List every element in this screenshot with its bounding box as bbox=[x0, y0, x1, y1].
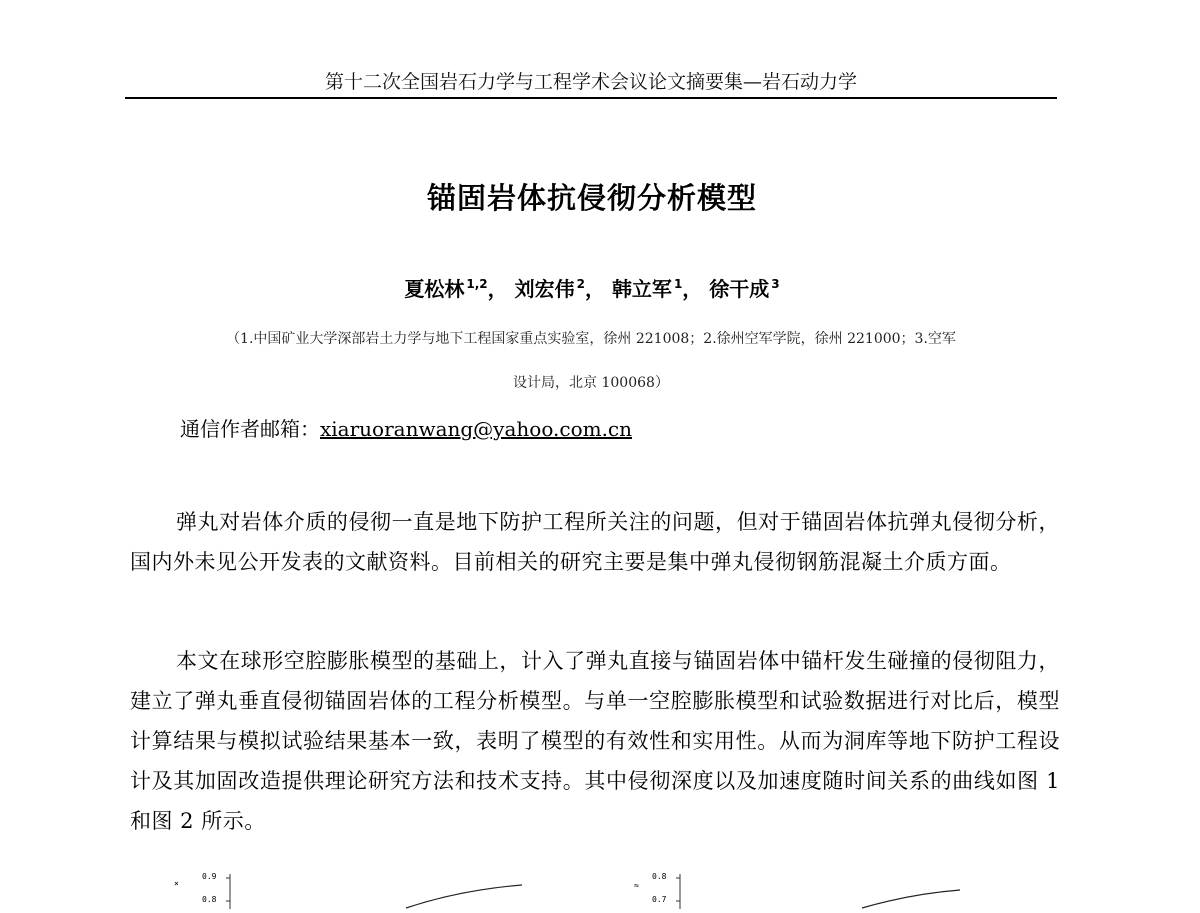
author-name: 夏松林 bbox=[404, 277, 465, 301]
fig1-axis bbox=[226, 874, 230, 909]
body-paragraph-2: 本文在球形空腔膨胀模型的基础上，计入了弹丸直接与锚固岩体中锚杆发生碰撞的侵彻阻力，建立了弹丸垂直侵彻锚固岩体的工程分析模型。与单一空腔膨胀模型和试验数据进行对比后，模型计算结果与模拟试验结果基本一致，表明了模型的有效性和实用性。从而为洞库等地下防护工程设计及其加固改造提供理论研究方法和技术支持。其中侵彻深度以及加速度随时间关系的曲线如图 1 和图 2 所示。 bbox=[130, 649, 1060, 833]
author-list: 夏松林 $^{1,2}$， 刘宏伟 $^2$， 韩立军 $^1$， 徐干成 $^3$ bbox=[404, 277, 780, 301]
author-affil-mark: 1,2 bbox=[466, 277, 488, 291]
paper-title: 锚固岩体抗侵彻分析模型 bbox=[426, 181, 757, 215]
author-name: 韩立军 bbox=[611, 277, 672, 301]
fig2-tick-label: 0.7 bbox=[652, 895, 667, 904]
email-link[interactable]: xiaruoranwang@yahoo.com.cn bbox=[320, 417, 633, 441]
author-name: 徐干成 bbox=[709, 277, 770, 301]
author-affil-mark: 3 bbox=[771, 277, 780, 291]
email-label: 通信作者邮箱： bbox=[180, 417, 320, 441]
fig1-tick-label: 0.8 bbox=[202, 895, 217, 904]
corresponding-email bbox=[180, 413, 632, 442]
figure-2-plot bbox=[630, 868, 1030, 909]
affiliations-line-1: （1.中国矿业大学深部岩土力学与地下工程国家重点实验室，徐州 221008；2.徐州空军学院，徐州 221000；3.空军 bbox=[226, 331, 956, 347]
running-header: 第十二次全国岩石力学与工程学术会议论文摘要集—岩石动力学 bbox=[324, 71, 857, 93]
fig1-curve bbox=[406, 885, 522, 908]
author-name: 刘宏伟 bbox=[514, 277, 575, 301]
header-rule bbox=[125, 97, 1057, 99]
fig1-tick-label: 0.9 bbox=[202, 872, 217, 881]
body-paragraph-1: 弹丸对岩体介质的侵彻一直是地下防护工程所关注的问题，但对于锚固岩体抗弹丸侵彻分析，国内外未见公开发表的文献资料。目前相关的研究主要是集中弹丸侵彻钢筋混凝土介质方面。 bbox=[130, 510, 1060, 574]
fig2-axis-glyph: ≈ bbox=[634, 881, 639, 890]
figure-1-fragment bbox=[170, 868, 570, 913]
figure-1-plot bbox=[170, 868, 570, 909]
fig2-curve bbox=[862, 890, 960, 908]
author-affil-mark: 1 bbox=[673, 277, 683, 291]
figure-2-fragment bbox=[630, 868, 1030, 913]
fig2-axis bbox=[676, 874, 680, 909]
fig1-axis-glyph: × bbox=[174, 879, 179, 888]
fig2-tick-label: 0.8 bbox=[652, 872, 667, 881]
author-affil-mark: 2 bbox=[576, 277, 585, 291]
affiliations-line-2: 设计局，北京 100068） bbox=[513, 375, 669, 391]
